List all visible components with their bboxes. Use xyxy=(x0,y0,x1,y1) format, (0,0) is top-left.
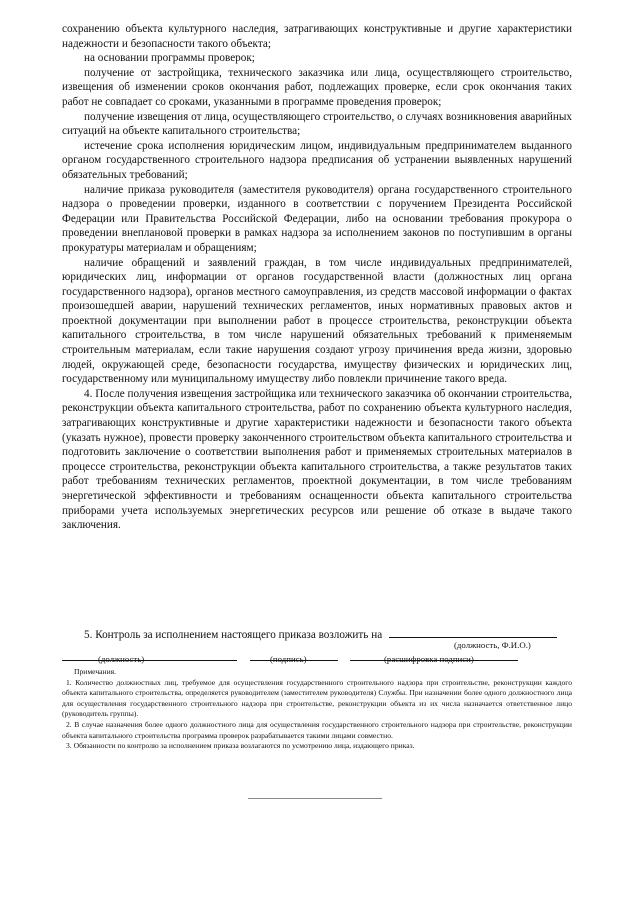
position-caption: (должность, Ф.И.О.) xyxy=(454,640,531,650)
note-item: 2. В случае назначения более одного должностного лица для осуществления государственного строительного надзора при строительстве, реконструкции объекта капитального строительства программа проверок разрабатывается такими лицами совместно. xyxy=(62,719,572,740)
notes-title: Примечания. xyxy=(74,667,117,676)
paragraph-item-4: 4. После получения извещения застройщика или технического заказчика об окончании строительства, реконструкции объекта капитального строительства, работ по сохранению объекта культурного наследия, затрагивающих конструктивные и другие характеристики надежности и безопасности такого объекта (указать нужное), провести проверку законченного строительством объекта капитального строительства и подготовить заключение о соответствии выполнения работ и применяемых строительных материалов в процессе строительства, реконструкции объекта капитального строительства, а также результатов таких работ требованиям технических регламентов, проектной документации, в том числе требованиям энергетической эффективности и требованиям оснащенности объекта капитального строительства приборами учета используемых энергетических ресурсов или решение об отказе в выдаче такого заключения. xyxy=(62,387,572,532)
note-item: 1. Количество должностных лиц, требуемое для осуществления государственного строительного надзора при строительстве, реконструкции каждого объекта капитального строительства, определяется руководителем (заместителем руководителя) Службы. При назначении более одного должностного лица для осуществления государственного строительного надзора при строительстве, реконструкции объекта из их числа назначается ответственное лицо (руководитель группы). xyxy=(62,677,572,719)
paragraph-citizen-appeals: наличие обращений и заявлений граждан, в том числе индивидуальных предпринимателей, юридических лиц, информации от органов государственной власти (должностных лиц органа государственного надзора), органов местного самоуправления, из средств массовой информации о фактах произошедшей аварии, нарушений технических регламентов, иных нормативных правовых актов и проектной документации при выполнении работ в процессе строительства, реконструкции объекта капитального строительства, в том числе нарушений обязательных требований к применяемым строительным материалам, если такие нарушения создают угрозу причинения вреда жизни, здоровью людей, окружающей среде, безопасности государства, имуществу физических и юридических лиц, государственному или муниципальному имуществу либо повлекли причинение такого вреда. xyxy=(62,256,572,386)
control-assignee-blank xyxy=(389,628,557,638)
paragraph-deadline-change: получение от застройщика, технического заказчика или лица, осуществляющего строительство, извещения об изменении сроков окончания работ, подлежащих проверке, если срок окончания таких работ не совпадает со сроками, указанными в программе проведения проверок; xyxy=(62,66,572,108)
notes-section xyxy=(62,667,572,752)
control-assignment-text: 5. Контроль за исполнением настоящего приказа возложить на xyxy=(84,629,383,641)
paragraph-inspection-program: на основании программы проверок; xyxy=(84,52,255,65)
paragraph-head-order: наличие приказа руководителя (заместителя руководителя) органа государственного строительного надзора о проведении проверки, изданного в соответствии с поручением Президента Российской Федерации или Правительства Российской Федерации, либо на основании требования прокурора о проведении внеплановой проверки в рамках надзора за исполнением законов по поступившим в органы прокуратуры материалам и обращениям; xyxy=(62,183,572,254)
position-label: (должность) xyxy=(98,654,145,664)
order-body xyxy=(62,22,572,533)
bottom-divider xyxy=(248,798,382,799)
paragraph-emergency-notice: получение извещения от лица, осуществляющего строительство, о случаях возникновения аварийных ситуаций на объекте капитального строительства; xyxy=(62,110,572,138)
note-item: 3. Обязанности по контролю за исполнением приказа возлагаются по усмотрению лица, издающего приказ. xyxy=(66,741,415,751)
signature-decode-label: (расшифровка подписи) xyxy=(384,654,474,664)
signature-label: (подпись) xyxy=(270,654,307,664)
position-blank xyxy=(62,652,237,661)
paragraph-order-expiry: истечение срока исполнения юридическим лицом, индивидуальным предпринимателем выданного органом государственного строительного надзора предписания об устранении выявленных нарушений обязательных требований; xyxy=(62,139,572,181)
paragraph-continuation: сохранению объекта культурного наследия, затрагивающих конструктивные и другие характеристики надежности и безопасности такого объекта; xyxy=(62,23,572,50)
